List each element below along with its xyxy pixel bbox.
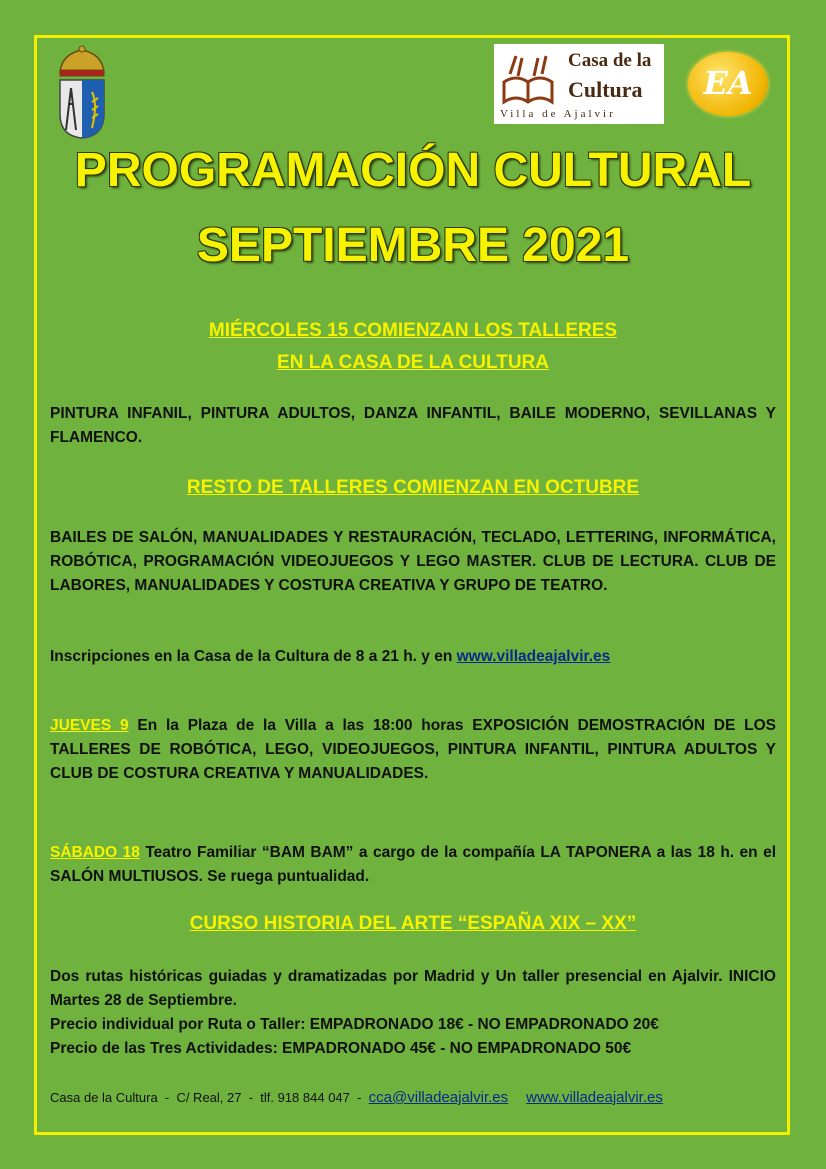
casa-logo-line3: Villa de Ajalvir xyxy=(500,108,616,120)
event-jueves-text: En la Plaza de la Villa a las 18:00 horas EXPOSICIÓN DEMOSTRACIÓN DE LOS TALLERES DE ROBÓTICA, LEGO, VIDEOJUEGOS, PINTURA INFANTIL, PINTURA ADULTOS Y CLUB DE COSTURA CREATIVA Y MANUALIDADES. xyxy=(50,717,776,782)
casa-logo-line1: Casa de la xyxy=(568,50,652,71)
section1-heading-line1: MIÉRCOLES 15 COMIENZAN LOS TALLERES xyxy=(208,320,618,341)
footer-email-link[interactable]: cca@villadeajalvir.es xyxy=(368,1089,509,1106)
coat-of-arms-logo xyxy=(52,44,112,140)
section3-line3: Precio de las Tres Actividades: EMPADRONADO 45€ - NO EMPADRONADO 50€ xyxy=(50,1040,632,1057)
inscripciones-line xyxy=(50,645,776,669)
event-jueves-day: JUEVES 9 xyxy=(50,717,129,734)
footer-web-link[interactable]: www.villadeajalvir.es xyxy=(526,1089,663,1106)
event-sabado-day: SÁBADO 18 xyxy=(50,844,140,861)
page-title-line2: SEPTIEMBRE 2021 xyxy=(196,219,630,272)
casa-logo-line2: Cultura xyxy=(568,77,643,102)
event-sabado xyxy=(50,841,776,889)
section3-line2: Precio individual por Ruta o Taller: EMPADRONADO 18€ - NO EMPADRONADO 20€ xyxy=(50,1016,659,1033)
event-jueves xyxy=(50,714,776,786)
inscripciones-text: Inscripciones en la Casa de la Cultura de 8 a 21 h. y en xyxy=(50,648,457,665)
footer-address: Casa de la Cultura - C/ Real, 27 - tlf. 918 844 047 - xyxy=(50,1090,369,1105)
section2-text: BAILES DE SALÓN, MANUALIDADES Y RESTAURACIÓN, TECLADO, LETTERING, INFORMÁTICA, ROBÓTICA, PROGRAMACIÓN VIDEOJUEGOS Y LEGO MASTER. CLUB DE LECTURA. CLUB DE LABORES, MANUALIDADES Y COSTURA CREATIVA Y GRUPO DE TEATRO. xyxy=(50,529,776,594)
casa-de-la-cultura-logo xyxy=(494,44,664,124)
section3-line1: Dos rutas históricas guiadas y dramatizadas por Madrid y Un taller presencial en Ajalvir. INICIO Martes 28 de Septiembre. xyxy=(50,968,776,1009)
page-title-line1: PROGRAMACIÓN CULTURAL xyxy=(74,144,752,197)
ea-logo-text: EA xyxy=(703,64,753,102)
section1-text: PINTURA INFANIL, PINTURA ADULTOS, DANZA INFANTIL, BAILE MODERNO, SEVILLANAS Y FLAMENCO. xyxy=(50,405,776,446)
section1-heading-line2: EN LA CASA DE LA CULTURA xyxy=(277,352,549,373)
ea-logo xyxy=(688,52,768,116)
footer xyxy=(50,1089,663,1106)
section2-heading: RESTO DE TALLERES COMIENZAN EN OCTUBRE xyxy=(186,477,640,498)
website-link[interactable]: www.villadeajalvir.es xyxy=(456,648,611,665)
section3-heading: CURSO HISTORIA DEL ARTE “ESPAÑA XIX – XX” xyxy=(189,913,637,934)
event-sabado-text: Teatro Familiar “BAM BAM” a cargo de la compañía LA TAPONERA a las 18 h. en el SALÓN MULTIUSOS. Se ruega puntualidad. xyxy=(50,844,777,885)
